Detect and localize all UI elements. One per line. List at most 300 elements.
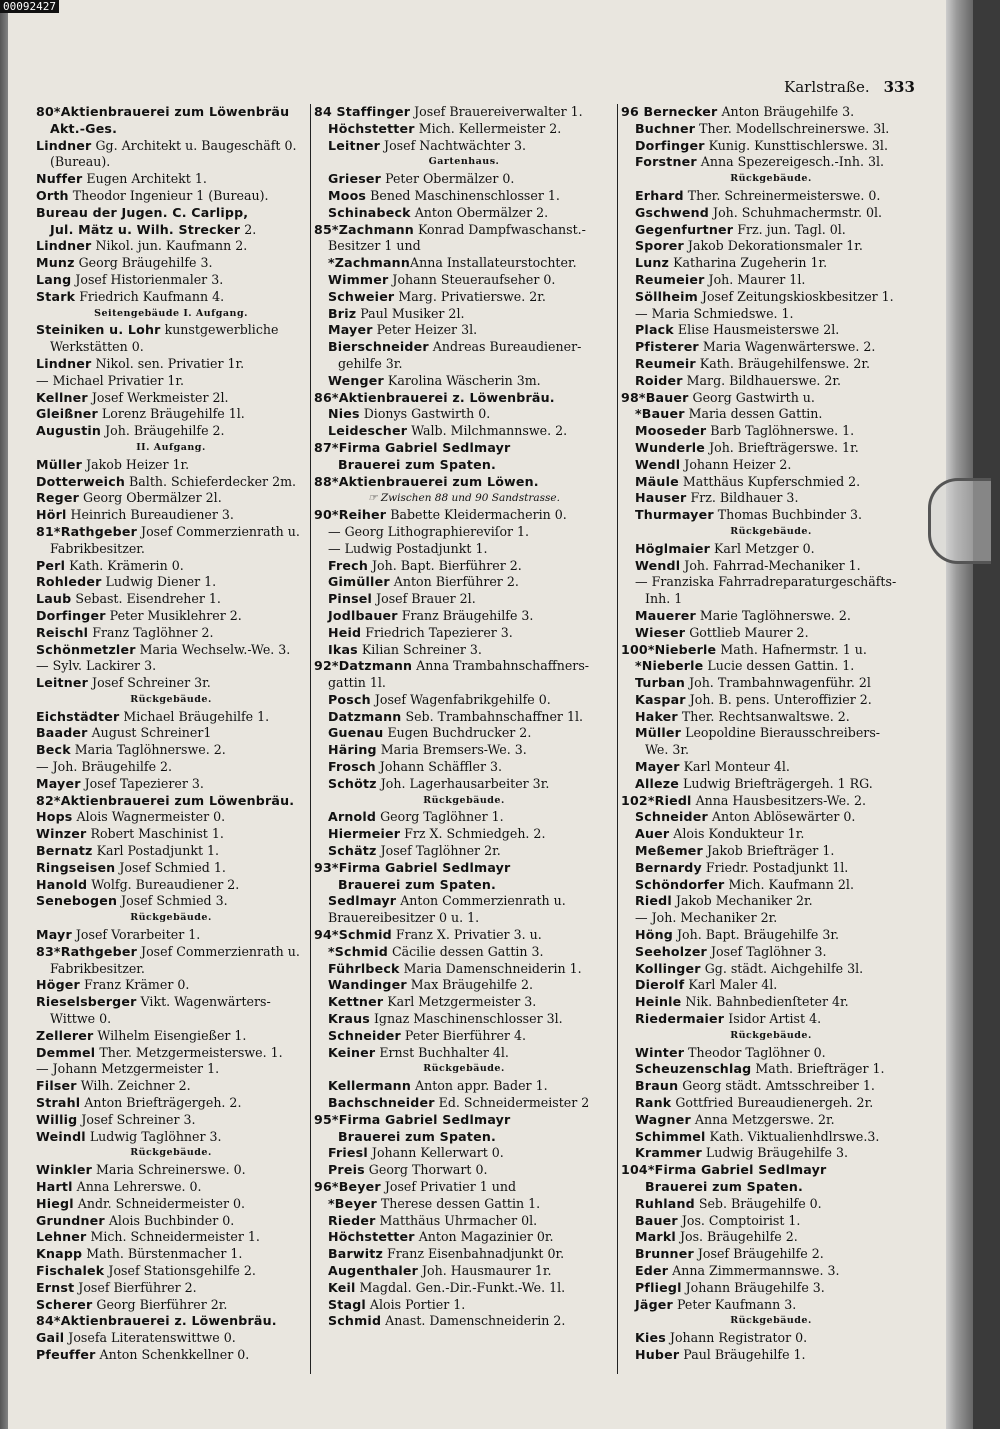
directory-entry	[36, 188, 306, 205]
entry-detail: Anton Obermälzer 2.	[410, 204, 549, 220]
entry-name: Hörl	[36, 507, 67, 523]
entry-name: Bierschneider	[328, 339, 429, 355]
entry-detail: Barb Taglöhnerswe. 1.	[706, 423, 855, 439]
entry-name: 86*Aktienbrauerei z. Löwenbräu.	[314, 389, 555, 405]
directory-entry	[36, 1280, 306, 1297]
directory-entry	[621, 1330, 921, 1347]
directory-entry	[36, 1246, 306, 1263]
entry-name: Hiermeier	[328, 826, 401, 842]
entry-name: Perl	[36, 557, 66, 573]
directory-entry	[314, 1280, 614, 1297]
section-heading: Rückgebäude.	[423, 1063, 505, 1075]
entry-detail: Math. Bürstenmacher 1.	[82, 1246, 243, 1262]
entry-name: Brauerei zum Spaten.	[338, 1128, 496, 1144]
entry-detail: Ed. Schneidermeister 2	[434, 1095, 590, 1111]
entry-name: Demmel	[36, 1044, 96, 1060]
entry-name: 83*Rathgeber	[36, 943, 138, 959]
directory-entry	[314, 255, 614, 272]
entry-detail: Ludwig Briefträgergeh. 1 RG.	[679, 775, 873, 791]
entry-detail: Josef Brauer 2l.	[372, 591, 476, 607]
entry-detail: Kunig. Kunsttischlerswe. 3l.	[704, 137, 888, 153]
entry-detail: Fabrikbesitzer.	[50, 540, 145, 556]
entry-name: Mayr	[36, 927, 72, 943]
entry-name: Höchstetter	[328, 120, 415, 136]
directory-entry	[314, 1297, 614, 1314]
entry-detail: Franz Eisenbahnadjunkt 0r.	[383, 1246, 565, 1262]
directory-entry	[621, 1061, 921, 1078]
page-stack-edge	[946, 0, 973, 1429]
entry-name: Grieser	[328, 171, 382, 187]
entry-detail: Matthäus Kupferschmied 2.	[678, 473, 861, 489]
directory-entry	[314, 591, 614, 608]
entry-detail: Jakob Briefträger 1.	[702, 843, 835, 859]
entry-detail: Theodor Taglöhner 0.	[684, 1044, 826, 1060]
directory-entry	[36, 138, 306, 155]
entry-detail: Anna Metzgerswe. 2r.	[690, 1111, 835, 1127]
entry-name: 104*Firma Gabriel Sedlmayr	[621, 1162, 827, 1178]
entry-name: Bachschneider	[328, 1095, 435, 1111]
entry-detail: Theodor Ingenieur 1 (Bureau).	[68, 187, 269, 203]
directory-entry	[621, 709, 921, 726]
entry-name: Brunner	[635, 1246, 694, 1262]
entry-detail: Alois Buchbinder 0.	[104, 1212, 235, 1228]
entry-name: Filser	[36, 1078, 77, 1094]
entry-name: Frosch	[328, 759, 376, 775]
directory-entry	[621, 474, 921, 491]
directory-entry	[314, 574, 614, 591]
directory-entry	[36, 272, 306, 289]
directory-entry	[314, 322, 614, 339]
directory-entry	[36, 742, 306, 759]
entry-detail: Josef Nachtwächter 3.	[380, 137, 527, 153]
entry-name: Gail	[36, 1330, 65, 1346]
entry-detail: Joh. Hausmaurer 1r.	[418, 1262, 552, 1278]
entry-detail: Anton Bierführer 2.	[389, 574, 519, 590]
directory-entry	[314, 759, 614, 776]
entry-name: Bernatz	[36, 843, 93, 859]
entry-name: Forstner	[635, 154, 697, 170]
entry-detail: Joh. Schuhmachermstr. 0l.	[709, 204, 883, 220]
entry-name: Orth	[36, 187, 69, 203]
directory-entry	[36, 457, 306, 474]
entry-detail: Georg Gastwirth u.	[688, 389, 815, 405]
directory-entry	[36, 104, 306, 121]
directory-entry	[621, 356, 921, 373]
entry-detail: Isidor Artist 4.	[724, 1011, 822, 1027]
entry-detail: Anton Bräugehilfe 3.	[717, 104, 855, 119]
directory-entry	[621, 322, 921, 339]
entry-detail: Franz Taglöhner 2.	[88, 624, 214, 640]
directory-entry	[314, 507, 614, 524]
directory-entry	[314, 709, 614, 726]
entry-name: Krammer	[635, 1145, 702, 1161]
entry-detail: Josef Vorarbeiter 1.	[71, 927, 201, 943]
entry-detail: Gg. städt. Aichgehilfe 3l.	[700, 960, 864, 976]
directory-entry	[314, 776, 614, 793]
entry-name: Müller	[635, 725, 682, 741]
directory-entry	[36, 776, 306, 793]
directory-entry	[314, 944, 614, 961]
directory-entry	[621, 222, 921, 239]
directory-entry	[621, 1280, 921, 1297]
entry-detail: Anna Lehrerswe. 0.	[72, 1179, 202, 1194]
entry-detail: Joh. Trambahnwagenführ. 2l	[685, 675, 871, 691]
entry-detail: Maria Taglöhnerswe. 2.	[70, 742, 226, 758]
entry-detail: Mich. Kellermeister 2.	[414, 120, 562, 136]
directory-entry	[36, 339, 306, 356]
entry-name: 96 Bernecker	[621, 104, 718, 119]
entry-detail: kunstgewerbliche	[160, 322, 279, 338]
directory-entry	[314, 1179, 614, 1196]
entry-detail: Katharina Zugeherin 1r.	[669, 255, 828, 271]
directory-entry	[621, 188, 921, 205]
entry-detail: Anna Trambahnschaffners-	[412, 658, 590, 674]
entry-detail: Anton Briefträgergeh. 2.	[80, 1095, 242, 1111]
entry-name: Riedl	[635, 893, 672, 909]
entry-name: Pfisterer	[635, 339, 699, 355]
entry-name: Hauser	[635, 490, 687, 506]
entry-name: Fischalek	[36, 1262, 105, 1278]
entry-detail: Anna Zimmermannswe. 3.	[668, 1262, 840, 1278]
entry-name: Kaspar	[635, 691, 686, 707]
entry-detail: — Georg Lithographiereviſor 1.	[328, 523, 530, 539]
directory-entry	[36, 1045, 306, 1062]
directory-entry	[621, 306, 921, 323]
entry-name: Datzmann	[328, 708, 402, 724]
directory-entry	[314, 1313, 614, 1330]
directory-entry	[314, 692, 614, 709]
entry-detail: Peter Heizer 3l.	[372, 322, 478, 338]
entry-detail: Josef Bräugehilfe 2.	[693, 1246, 824, 1262]
directory-entry	[314, 121, 614, 138]
entry-name: Stark	[36, 288, 76, 304]
entry-detail: — Sylv. Lackirer 3.	[36, 658, 157, 674]
directory-entry	[621, 742, 921, 759]
entry-detail: Josef Schmied 3.	[117, 893, 228, 909]
entry-name: Haker	[635, 708, 678, 724]
entry-detail: Thomas Buchbinder 3.	[713, 507, 863, 523]
entry-name: Huber	[635, 1346, 680, 1362]
directory-entry	[314, 1229, 614, 1246]
entry-detail: Josef Zeitungskioskbesitzer 1.	[697, 288, 894, 304]
entry-name: Roider	[635, 372, 683, 388]
entry-detail: Georg Taglöhner 1.	[376, 809, 504, 825]
directory-entry	[314, 625, 614, 642]
entry-detail: Joh. Bapt. Bierführer 2.	[367, 557, 522, 573]
entry-name: Schneider	[328, 1027, 401, 1043]
directory-entry	[621, 1213, 921, 1230]
entry-name: Winzer	[36, 826, 87, 842]
entry-detail: Joh. Fahrrad-Mechaniker 1.	[680, 557, 861, 573]
directory-entry	[621, 558, 921, 575]
entry-name: Kraus	[328, 1011, 370, 1027]
directory-entry	[36, 474, 306, 491]
directory-entry	[314, 1196, 614, 1213]
entry-detail: Walb. Milchmannswe. 2.	[407, 423, 568, 439]
entry-detail: Kath. Bräugehilfenswe. 2r.	[695, 355, 871, 371]
directory-entry	[36, 490, 306, 507]
entry-detail: Georg Bräugehilfe 3.	[74, 255, 213, 271]
directory-entry	[314, 474, 614, 491]
directory-entry	[621, 927, 921, 944]
entry-detail: Karl Postadjunkt 1.	[92, 843, 220, 859]
entry-detail: Kath. Viktualienhdlrswe.3.	[705, 1128, 880, 1144]
directory-entry	[36, 927, 306, 944]
cross-street-note: ☞ Zwischen 88 und 90 Sandstrasse.	[368, 492, 560, 505]
entry-name: Senebogen	[36, 893, 118, 909]
entry-name: Pfliegl	[635, 1279, 682, 1295]
entry-name: Wimmer	[328, 271, 389, 287]
directory-entry	[621, 541, 921, 558]
directory-entry	[36, 843, 306, 860]
directory-entry	[621, 725, 921, 742]
entry-name: Schmid	[328, 1313, 382, 1329]
directory-entry	[314, 205, 614, 222]
directory-entry	[314, 356, 614, 373]
directory-entry	[36, 507, 306, 524]
entry-detail: Georg städt. Amtsschreiber 1.	[678, 1078, 875, 1094]
entry-name: Mauerer	[635, 607, 696, 623]
directory-entry	[36, 373, 306, 390]
binder-clip	[928, 478, 991, 564]
entry-name: Gegenfurtner	[635, 221, 734, 237]
directory-entry	[36, 1078, 306, 1095]
entry-detail: Joh. Bapt. Bräugehilfe 3r.	[672, 927, 839, 943]
directory-entry	[314, 1045, 614, 1062]
entry-name: Häring	[328, 742, 377, 758]
entry-name: Nuffer	[36, 171, 83, 187]
entry-detail: Math. Briefträger 1.	[751, 1061, 885, 1077]
entry-name: Frech	[328, 557, 368, 573]
entry-name: Friesl	[328, 1145, 368, 1161]
directory-entry	[314, 877, 614, 894]
directory-entry	[314, 725, 614, 742]
entry-detail: Balth. Schieferdecker 2m.	[125, 473, 297, 489]
entry-detail: August Schreiner1	[87, 725, 212, 741]
entry-name: 92*Datzmann	[314, 658, 413, 674]
directory-entry	[36, 574, 306, 591]
directory-entry	[36, 1297, 306, 1314]
directory-entry	[36, 1330, 306, 1347]
directory-entry	[36, 1162, 306, 1179]
directory-entry	[314, 1078, 614, 1095]
entry-detail: Werkstätten 0.	[50, 339, 144, 355]
entry-detail: Franz Bräugehilfe 3.	[397, 607, 534, 623]
directory-entry	[36, 961, 306, 978]
entry-detail: Alois Kondukteur 1r.	[669, 826, 805, 842]
directory-entry	[314, 188, 614, 205]
directory-entry	[314, 457, 614, 474]
entry-name: Grundner	[36, 1212, 105, 1228]
entry-detail: Ther. Schreinermeisterswe. 0.	[683, 187, 881, 203]
entry-name: *Bauer	[635, 406, 685, 422]
entry-name: Baader	[36, 725, 88, 741]
entry-name: Auer	[635, 826, 670, 842]
directory-entry	[36, 222, 306, 239]
entry-name: Kollinger	[635, 960, 701, 976]
entry-name: Guenau	[328, 725, 384, 741]
directory-entry	[621, 1297, 921, 1314]
entry-name: 81*Rathgeber	[36, 523, 138, 539]
entry-detail: Matthäus Uhrmacher 0l.	[375, 1212, 538, 1228]
entry-detail: Joh. Maurer 1l.	[704, 271, 806, 287]
directory-entry	[314, 658, 614, 675]
entry-detail: Bened Maschinenschlosser 1.	[366, 187, 560, 203]
directory-entry	[314, 977, 614, 994]
entry-detail: Karl Monteur 4l.	[679, 759, 790, 775]
entry-name: Höng	[635, 927, 673, 943]
entry-name: Beck	[36, 742, 71, 758]
entry-name: Lunz	[635, 255, 670, 271]
entry-name: Brauerei zum Spaten.	[645, 1179, 803, 1194]
entry-detail: Maria Wechselw.-We. 3.	[135, 641, 291, 657]
entry-name: *Schmid	[328, 943, 388, 959]
entry-detail: Ther. Rechtsanwaltswe. 2.	[677, 708, 850, 724]
directory-entry	[621, 759, 921, 776]
section-heading: II. Aufgang.	[136, 441, 206, 453]
entry-detail: Joh. B. pens. Unteroffizier 2.	[685, 691, 872, 707]
directory-entry	[36, 205, 306, 222]
directory-entry	[36, 793, 306, 810]
directory-entry	[36, 977, 306, 994]
entry-detail: Anton Magazinier 0r.	[414, 1229, 554, 1245]
entry-name: Ruhland	[635, 1195, 695, 1211]
entry-name: Kellermann	[328, 1078, 412, 1094]
entry-name: Eichstädter	[36, 708, 120, 724]
entry-name: *Zachmann	[328, 255, 410, 271]
directory-entry	[621, 490, 921, 507]
entry-name: Reger	[36, 490, 80, 506]
directory-entry	[36, 558, 306, 575]
directory-entry	[36, 1011, 306, 1028]
directory-entry	[314, 860, 614, 877]
section-heading: Rückgebäude.	[730, 173, 812, 185]
entry-name: Alleze	[635, 775, 679, 791]
entry-name: Lindner	[36, 137, 92, 153]
entry-name: Mooseder	[635, 423, 707, 439]
directory-entry	[314, 373, 614, 390]
directory-entry	[314, 423, 614, 440]
entry-name: Thurmayer	[635, 507, 714, 523]
entry-detail: Maria Schreinerswe. 0.	[92, 1162, 246, 1178]
entry-name: Schinabeck	[328, 204, 411, 220]
entry-detail: Karl Metzgermeister 3.	[383, 994, 537, 1010]
directory-entry	[36, 423, 306, 440]
entry-detail: Marg. Bildhauerswe. 2r.	[682, 372, 842, 388]
scan-id: 00092427	[0, 0, 59, 13]
entry-detail: Josef Schreiner 3.	[77, 1111, 196, 1127]
entry-name: Dierolf	[635, 977, 685, 993]
entry-detail: Lucie dessen Gattin. 1.	[703, 658, 855, 674]
entry-name: Schweier	[328, 288, 395, 304]
directory-entry	[36, 524, 306, 541]
entry-detail: Paul Musiker 2l.	[356, 305, 465, 321]
directory-entry	[314, 608, 614, 625]
entry-name: Pfeuffer	[36, 1346, 96, 1362]
entry-detail: Fabrikbesitzer.	[50, 960, 145, 976]
directory-entry	[621, 205, 921, 222]
directory-entry	[36, 994, 306, 1011]
directory-entry	[621, 121, 921, 138]
directory-entry	[621, 843, 921, 860]
entry-name: Wendl	[635, 456, 681, 472]
directory-entry	[314, 541, 614, 558]
column-rule	[617, 104, 618, 1374]
entry-name: Müller	[36, 456, 83, 472]
directory-entry	[36, 944, 306, 961]
entry-name: 94*Schmid	[314, 927, 392, 943]
entry-name: Leitner	[328, 137, 381, 153]
entry-name: Posch	[328, 691, 371, 707]
entry-name: 102*Riedl	[621, 792, 692, 808]
directory-entry	[36, 809, 306, 826]
entry-detail: Karolina Wäscherin 3m.	[383, 372, 541, 388]
section-heading: Rückgebäude.	[730, 525, 812, 537]
entry-detail: Anton Commerzienrath u.	[396, 893, 566, 909]
entry-detail: — Michael Privatier 1r.	[36, 372, 185, 388]
directory-entry	[314, 171, 614, 188]
directory-entry	[36, 1028, 306, 1045]
entry-name: Scheuzenschlag	[635, 1061, 752, 1077]
directory-entry	[621, 423, 921, 440]
entry-detail: Marie Taglöhnerswe. 2.	[695, 607, 851, 623]
directory-page	[8, 0, 973, 1429]
entry-name: Scherer	[36, 1296, 93, 1312]
entry-detail: Peter Bierführer 4.	[400, 1027, 526, 1043]
directory-entry	[621, 625, 921, 642]
street-title: Karlstraße.	[784, 78, 870, 96]
entry-name: Jodlbauer	[328, 607, 398, 623]
entry-detail: Karl Metzger 0.	[710, 540, 815, 556]
entry-detail: We. 3r.	[645, 742, 690, 758]
directory-entry	[314, 104, 614, 121]
entry-detail: Josef Brauereiverwalter 1.	[410, 104, 583, 119]
entry-name: Bernardy	[635, 859, 702, 875]
entry-name: Rohleder	[36, 574, 102, 590]
entry-name: Schätz	[328, 843, 377, 859]
directory-entry	[36, 642, 306, 659]
directory-entry	[36, 608, 306, 625]
directory-entry	[314, 1011, 614, 1028]
directory-entry	[621, 809, 921, 826]
entry-name: Hops	[36, 809, 73, 825]
entry-detail: Cäcilie dessen Gattin 3.	[387, 943, 544, 959]
directory-entry	[314, 843, 614, 860]
directory-entry	[621, 877, 921, 894]
entry-name: Markl	[635, 1229, 676, 1245]
directory-entry	[314, 742, 614, 759]
entry-detail: Maria Bremsers-We. 3.	[376, 742, 527, 758]
directory-entry	[314, 339, 614, 356]
directory-entry	[621, 373, 921, 390]
directory-entry	[621, 390, 921, 407]
directory-entry	[314, 1162, 614, 1179]
entry-name: Lehner	[36, 1229, 87, 1245]
entry-name: *Beyer	[328, 1195, 377, 1211]
directory-entry	[621, 793, 921, 810]
entry-detail: Johann Steueraufseher 0.	[388, 271, 556, 287]
entry-name: Schönmetzler	[36, 641, 136, 657]
entry-name: Wunderle	[635, 439, 706, 455]
entry-detail: Mich. Schneidermeister 1.	[86, 1229, 260, 1245]
entry-detail: Alois Portier 1.	[365, 1296, 466, 1312]
entry-detail: Frz. Bildhauer 3.	[686, 490, 799, 506]
entry-detail: Ignaz Maschinenschlosser 3l.	[369, 1011, 563, 1027]
entry-name: Steiniken u. Lohr	[36, 322, 161, 338]
directory-entry	[36, 238, 306, 255]
entry-name: Akt.-Ges.	[50, 120, 118, 136]
directory-entry	[314, 675, 614, 692]
